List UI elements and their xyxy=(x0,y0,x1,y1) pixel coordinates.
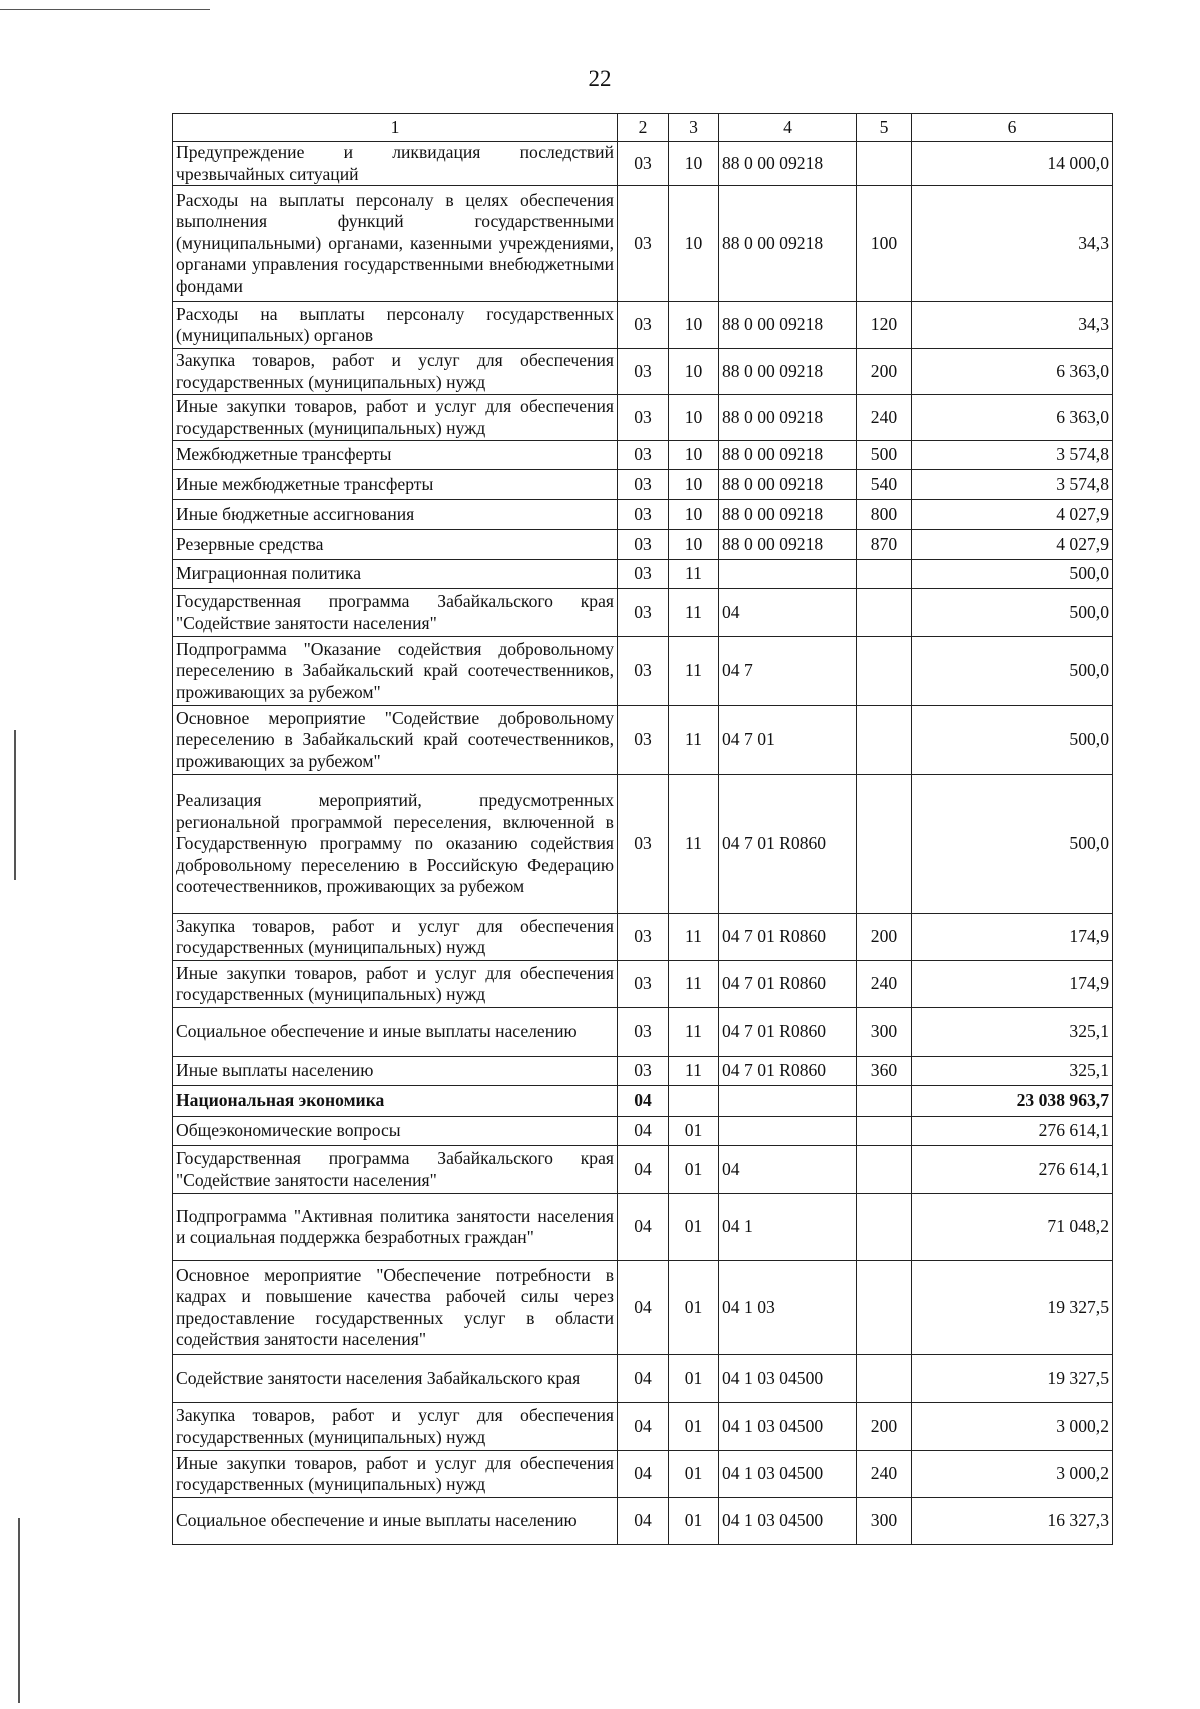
amount-cell: 276 614,1 xyxy=(912,1117,1113,1146)
subsection-code-cell: 11 xyxy=(669,1008,719,1057)
row-name-cell: Предупреждение и ликвидация последствий чрезвычайных ситуаций xyxy=(173,142,618,186)
row-name-cell: Иные закупки товаров, работ и услуг для обеспечения государственных (муниципальных) нужд xyxy=(173,1451,618,1498)
amount-cell: 3 574,8 xyxy=(912,470,1113,500)
target-article-cell: 04 7 xyxy=(719,637,857,706)
target-article-cell: 04 7 01 R0860 xyxy=(719,961,857,1008)
table-row xyxy=(173,1498,1113,1545)
page-number: 22 xyxy=(588,66,612,91)
target-article-cell: 04 7 01 xyxy=(719,706,857,775)
section-code-cell: 03 xyxy=(618,1008,669,1057)
section-code-cell: 03 xyxy=(618,637,669,706)
section-code-cell: 03 xyxy=(618,441,669,470)
expense-type-cell: 500 xyxy=(857,441,912,470)
section-code-cell: 04 xyxy=(618,1117,669,1146)
amount-cell: 6 363,0 xyxy=(912,395,1113,441)
table-row xyxy=(173,961,1113,1008)
subsection-code-cell: 10 xyxy=(669,186,719,302)
subsection-code-cell: 11 xyxy=(669,637,719,706)
row-name-cell: Основное мероприятие "Обеспечение потребности в кадрах и повышение качества рабочей силы через предоставление государственных услуг в области содействия занятости населения" xyxy=(173,1261,618,1355)
subsection-code-cell: 10 xyxy=(669,530,719,560)
subsection-code-cell: 11 xyxy=(669,589,719,637)
subsection-code-cell: 01 xyxy=(669,1403,719,1451)
subsection-code-cell: 10 xyxy=(669,470,719,500)
table-row xyxy=(173,1146,1113,1194)
row-name-cell: Иные закупки товаров, работ и услуг для обеспечения государственных (муниципальных) нужд xyxy=(173,961,618,1008)
amount-cell: 500,0 xyxy=(912,637,1113,706)
target-article-cell: 04 1 03 04500 xyxy=(719,1451,857,1498)
row-name-cell: Государственная программа Забайкальского края "Содействие занятости населения" xyxy=(173,589,618,637)
expense-type-cell: 240 xyxy=(857,961,912,1008)
expense-type-cell xyxy=(857,1117,912,1146)
amount-cell: 500,0 xyxy=(912,706,1113,775)
subsection-code-cell: 01 xyxy=(669,1498,719,1545)
amount-cell: 325,1 xyxy=(912,1008,1113,1057)
amount-cell: 500,0 xyxy=(912,775,1113,914)
scan-edge-line-top xyxy=(0,9,210,10)
row-name-cell: Социальное обеспечение и иные выплаты населению xyxy=(173,1498,618,1545)
row-name-cell: Расходы на выплаты персоналу государственных (муниципальных) органов xyxy=(173,302,618,349)
subsection-code-cell xyxy=(669,1086,719,1117)
amount-cell: 23 038 963,7 xyxy=(912,1086,1113,1117)
expense-type-cell xyxy=(857,775,912,914)
subsection-code-cell: 10 xyxy=(669,395,719,441)
row-name-cell: Иные выплаты населению xyxy=(173,1057,618,1086)
expense-type-cell xyxy=(857,142,912,186)
section-code-cell: 03 xyxy=(618,914,669,961)
expense-type-cell xyxy=(857,1194,912,1261)
row-name-cell: Основное мероприятие "Содействие добровольному переселению в Забайкальский край соотечественников, проживающих за рубежом" xyxy=(173,706,618,775)
subsection-code-cell: 10 xyxy=(669,500,719,530)
target-article-cell: 04 xyxy=(719,589,857,637)
row-name-cell: Общеэкономические вопросы xyxy=(173,1117,618,1146)
section-code-cell: 03 xyxy=(618,395,669,441)
row-name-cell: Миграционная политика xyxy=(173,560,618,589)
row-name-cell: Реализация мероприятий, предусмотренных региональной программой переселения, включенной в Государственную программу по оказанию содействия добровольному переселению в Российскую Федерацию соотечественников, проживающих за рубежом xyxy=(173,775,618,914)
table-row xyxy=(173,500,1113,530)
row-name-cell: Межбюджетные трансферты xyxy=(173,441,618,470)
row-name-cell: Закупка товаров, работ и услуг для обеспечения государственных (муниципальных) нужд xyxy=(173,349,618,395)
row-name-cell: Закупка товаров, работ и услуг для обеспечения государственных (муниципальных) нужд xyxy=(173,914,618,961)
target-article-cell: 88 0 00 09218 xyxy=(719,142,857,186)
subsection-code-cell: 10 xyxy=(669,302,719,349)
section-code-cell: 04 xyxy=(618,1146,669,1194)
row-name-cell: Государственная программа Забайкальского края "Содействие занятости населения" xyxy=(173,1146,618,1194)
section-code-cell: 04 xyxy=(618,1451,669,1498)
table-row xyxy=(173,530,1113,560)
amount-cell: 3 000,2 xyxy=(912,1403,1113,1451)
target-article-cell: 04 7 01 R0860 xyxy=(719,1057,857,1086)
expense-type-cell: 240 xyxy=(857,1451,912,1498)
column-header: 3 xyxy=(669,114,719,142)
expense-type-cell: 120 xyxy=(857,302,912,349)
subsection-code-cell: 10 xyxy=(669,441,719,470)
subsection-code-cell: 11 xyxy=(669,775,719,914)
subsection-code-cell: 11 xyxy=(669,961,719,1008)
expense-type-cell xyxy=(857,560,912,589)
amount-cell: 4 027,9 xyxy=(912,530,1113,560)
expense-type-cell: 200 xyxy=(857,349,912,395)
amount-cell: 19 327,5 xyxy=(912,1261,1113,1355)
table-row xyxy=(173,1057,1113,1086)
row-name-cell: Социальное обеспечение и иные выплаты населению xyxy=(173,1008,618,1057)
row-name-cell: Подпрограмма "Оказание содействия добровольному переселению в Забайкальский край соотечественников, проживающих за рубежом" xyxy=(173,637,618,706)
section-code-cell: 04 xyxy=(618,1086,669,1117)
amount-cell: 500,0 xyxy=(912,589,1113,637)
amount-cell: 34,3 xyxy=(912,302,1113,349)
row-name-cell: Расходы на выплаты персоналу в целях обеспечения выполнения функций государственными (муниципальными) органами, казенными учреждениями, органами управления государственными внебюджетными фондами xyxy=(173,186,618,302)
budget-table xyxy=(172,113,1113,1545)
target-article-cell: 04 7 01 R0860 xyxy=(719,914,857,961)
table-row xyxy=(173,1451,1113,1498)
section-code-cell: 03 xyxy=(618,349,669,395)
table-body xyxy=(173,142,1113,1545)
expense-type-cell xyxy=(857,1146,912,1194)
subsection-code-cell: 10 xyxy=(669,349,719,395)
expense-type-cell xyxy=(857,706,912,775)
expense-type-cell: 200 xyxy=(857,914,912,961)
table-row xyxy=(173,914,1113,961)
column-header: 5 xyxy=(857,114,912,142)
table-row xyxy=(173,589,1113,637)
amount-cell: 174,9 xyxy=(912,961,1113,1008)
section-code-cell: 03 xyxy=(618,706,669,775)
section-code-cell: 03 xyxy=(618,961,669,1008)
expense-type-cell: 240 xyxy=(857,395,912,441)
section-code-cell: 03 xyxy=(618,470,669,500)
expense-type-cell: 800 xyxy=(857,500,912,530)
expense-type-cell xyxy=(857,589,912,637)
table-row xyxy=(173,395,1113,441)
section-code-cell: 03 xyxy=(618,530,669,560)
table-row xyxy=(173,349,1113,395)
table-row xyxy=(173,186,1113,302)
target-article-cell: 04 1 03 04500 xyxy=(719,1355,857,1403)
amount-cell: 325,1 xyxy=(912,1057,1113,1086)
target-article-cell: 88 0 00 09218 xyxy=(719,395,857,441)
table-row xyxy=(173,302,1113,349)
subsection-code-cell: 01 xyxy=(669,1117,719,1146)
scan-edge-line-left-2 xyxy=(18,1518,20,1703)
expense-type-cell xyxy=(857,1086,912,1117)
target-article-cell: 88 0 00 09218 xyxy=(719,186,857,302)
subsection-code-cell: 11 xyxy=(669,914,719,961)
row-name-cell: Подпрограмма "Активная политика занятости населения и социальная поддержка безработных граждан" xyxy=(173,1194,618,1261)
expense-type-cell xyxy=(857,1261,912,1355)
subsection-code-cell: 01 xyxy=(669,1451,719,1498)
subsection-code-cell: 01 xyxy=(669,1146,719,1194)
section-code-cell: 04 xyxy=(618,1498,669,1545)
section-code-cell: 03 xyxy=(618,1057,669,1086)
expense-type-cell: 870 xyxy=(857,530,912,560)
row-name-cell: Содействие занятости населения Забайкальского края xyxy=(173,1355,618,1403)
target-article-cell: 88 0 00 09218 xyxy=(719,500,857,530)
amount-cell: 3 000,2 xyxy=(912,1451,1113,1498)
expense-type-cell: 540 xyxy=(857,470,912,500)
target-article-cell xyxy=(719,560,857,589)
section-code-cell: 03 xyxy=(618,142,669,186)
row-name-cell: Иные межбюджетные трансферты xyxy=(173,470,618,500)
expense-type-cell: 200 xyxy=(857,1403,912,1451)
row-name-cell: Иные закупки товаров, работ и услуг для обеспечения государственных (муниципальных) нужд xyxy=(173,395,618,441)
column-header: 1 xyxy=(173,114,618,142)
expense-type-cell xyxy=(857,637,912,706)
table-row xyxy=(173,637,1113,706)
table-row xyxy=(173,560,1113,589)
table-row xyxy=(173,1355,1113,1403)
target-article-cell: 88 0 00 09218 xyxy=(719,349,857,395)
subsection-code-cell: 01 xyxy=(669,1261,719,1355)
expense-type-cell: 360 xyxy=(857,1057,912,1086)
section-code-cell: 03 xyxy=(618,302,669,349)
column-header: 2 xyxy=(618,114,669,142)
amount-cell: 71 048,2 xyxy=(912,1194,1113,1261)
amount-cell: 6 363,0 xyxy=(912,349,1113,395)
column-header: 6 xyxy=(912,114,1113,142)
subsection-code-cell: 01 xyxy=(669,1194,719,1261)
section-code-cell: 03 xyxy=(618,775,669,914)
section-code-cell: 04 xyxy=(618,1403,669,1451)
row-name-cell: Иные бюджетные ассигнования xyxy=(173,500,618,530)
column-header: 4 xyxy=(719,114,857,142)
table-row xyxy=(173,441,1113,470)
table-row xyxy=(173,706,1113,775)
amount-cell: 19 327,5 xyxy=(912,1355,1113,1403)
target-article-cell: 88 0 00 09218 xyxy=(719,530,857,560)
table-row xyxy=(173,1117,1113,1146)
table-row xyxy=(173,1008,1113,1057)
target-article-cell xyxy=(719,1117,857,1146)
target-article-cell: 88 0 00 09218 xyxy=(719,441,857,470)
section-code-cell: 03 xyxy=(618,186,669,302)
section-code-cell: 04 xyxy=(618,1194,669,1261)
row-name-cell: Закупка товаров, работ и услуг для обеспечения государственных (муниципальных) нужд xyxy=(173,1403,618,1451)
amount-cell: 14 000,0 xyxy=(912,142,1113,186)
subsection-code-cell: 01 xyxy=(669,1355,719,1403)
target-article-cell: 88 0 00 09218 xyxy=(719,302,857,349)
amount-cell: 276 614,1 xyxy=(912,1146,1113,1194)
amount-cell: 34,3 xyxy=(912,186,1113,302)
target-article-cell: 04 1 03 04500 xyxy=(719,1498,857,1545)
row-name-cell: Национальная экономика xyxy=(173,1086,618,1117)
section-code-cell: 03 xyxy=(618,589,669,637)
target-article-cell: 88 0 00 09218 xyxy=(719,470,857,500)
amount-cell: 4 027,9 xyxy=(912,500,1113,530)
table-row xyxy=(173,1261,1113,1355)
target-article-cell: 04 xyxy=(719,1146,857,1194)
subsection-code-cell: 11 xyxy=(669,1057,719,1086)
section-code-cell: 04 xyxy=(618,1261,669,1355)
target-article-cell: 04 1 xyxy=(719,1194,857,1261)
amount-cell: 16 327,3 xyxy=(912,1498,1113,1545)
table-header-row xyxy=(173,114,1113,142)
table-row xyxy=(173,1086,1113,1117)
table-row xyxy=(173,1194,1113,1261)
section-code-cell: 03 xyxy=(618,560,669,589)
expense-type-cell xyxy=(857,1355,912,1403)
target-article-cell: 04 1 03 04500 xyxy=(719,1403,857,1451)
scan-edge-line-left-1 xyxy=(14,730,16,880)
target-article-cell: 04 7 01 R0860 xyxy=(719,775,857,914)
expense-type-cell: 300 xyxy=(857,1498,912,1545)
expense-type-cell: 300 xyxy=(857,1008,912,1057)
target-article-cell xyxy=(719,1086,857,1117)
table-row xyxy=(173,1403,1113,1451)
amount-cell: 174,9 xyxy=(912,914,1113,961)
table-row xyxy=(173,142,1113,186)
amount-cell: 3 574,8 xyxy=(912,441,1113,470)
section-code-cell: 03 xyxy=(618,500,669,530)
target-article-cell: 04 1 03 xyxy=(719,1261,857,1355)
row-name-cell: Резервные средства xyxy=(173,530,618,560)
amount-cell: 500,0 xyxy=(912,560,1113,589)
subsection-code-cell: 10 xyxy=(669,142,719,186)
subsection-code-cell: 11 xyxy=(669,706,719,775)
table-row xyxy=(173,470,1113,500)
section-code-cell: 04 xyxy=(618,1355,669,1403)
subsection-code-cell: 11 xyxy=(669,560,719,589)
table-row xyxy=(173,775,1113,914)
expense-type-cell: 100 xyxy=(857,186,912,302)
target-article-cell: 04 7 01 R0860 xyxy=(719,1008,857,1057)
